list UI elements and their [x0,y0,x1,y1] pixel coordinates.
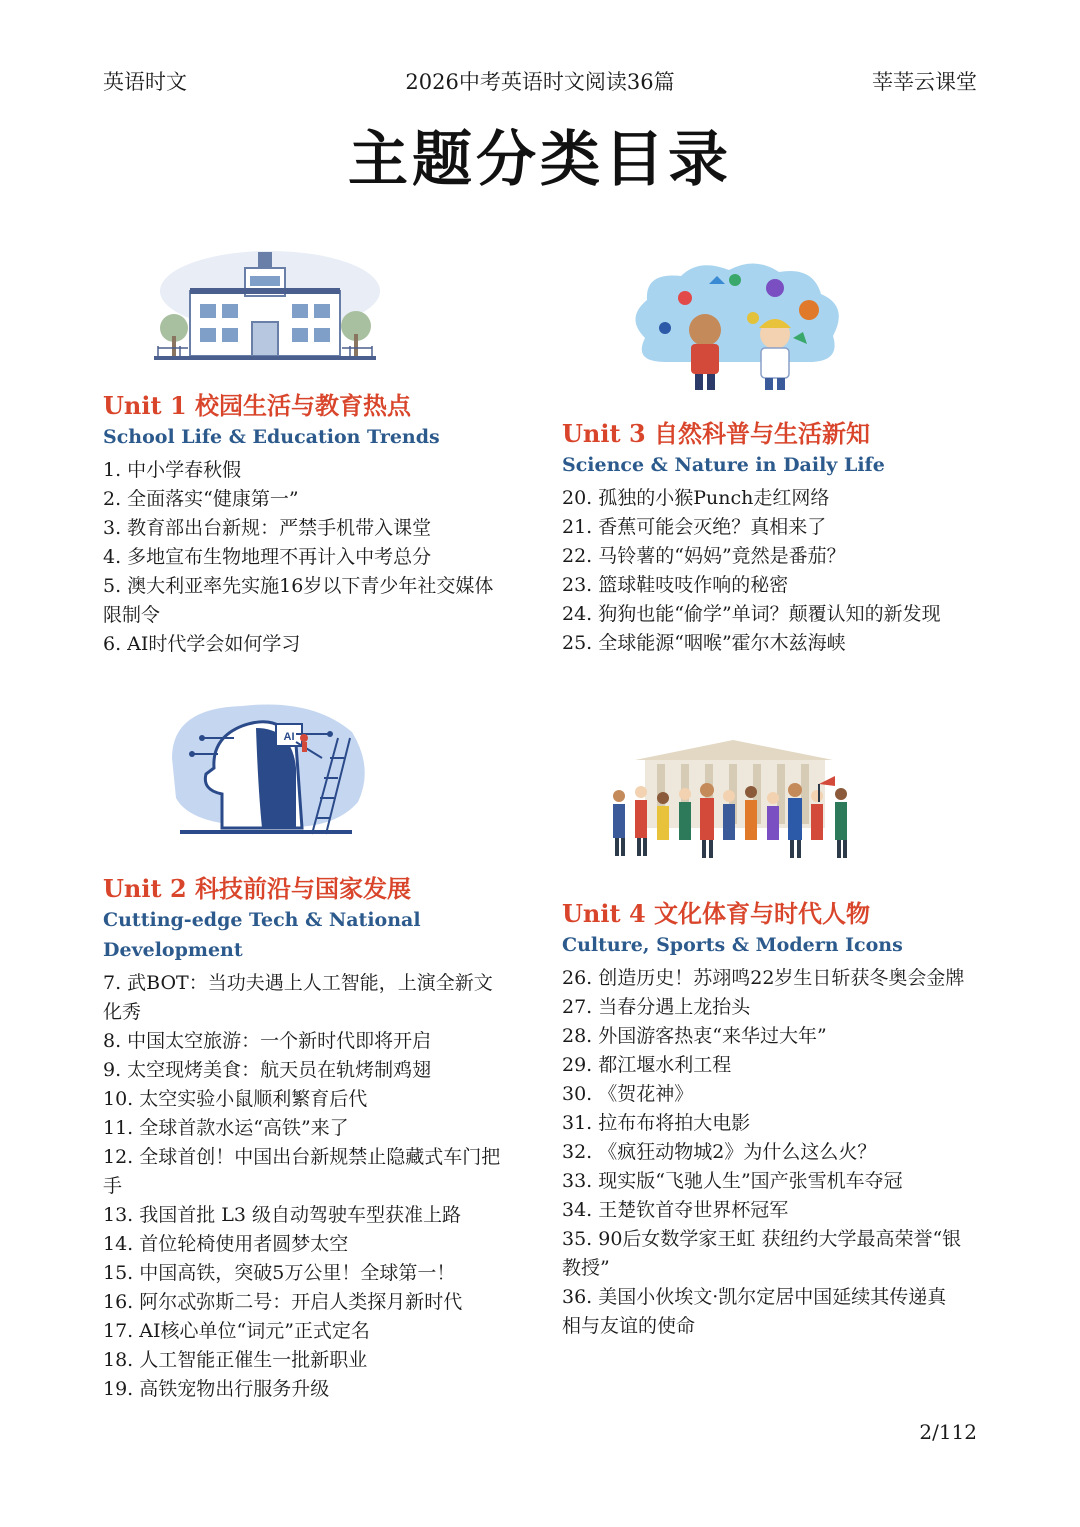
list-item: 31. 拉布布将拍大电影 [562,1112,751,1134]
list-item: 5. 澳大利亚率先实施16岁以下青少年社交媒体 [103,575,494,597]
list-item: 30. 《贺花神》 [562,1083,694,1105]
unit-2-title: Unit 2 科技前沿与国家发展 [103,874,411,903]
list-item: 6. AI时代学会如何学习 [103,633,301,655]
unit-4 [562,898,992,1341]
list-item: 13. 我国首批 L3 级自动驾驶车型获准上路 [103,1204,462,1226]
list-item: 32. 《疯狂动物城2》为什么这么火？ [562,1141,877,1163]
list-item: 10. 太空实验小鼠顺利繁育后代 [103,1088,368,1110]
list-item: 12. 全球首创！中国出台新规禁止隐藏式车门把 [103,1146,501,1168]
list-item: 19. 高铁宠物出行服务升级 [103,1378,330,1400]
list-item: 21. 香蕉可能会灭绝？真相来了 [562,516,827,538]
unit-4-items [562,964,992,1341]
unit-2-items [103,969,533,1404]
list-item: 14. 首位轮椅使用者圆梦太空 [103,1233,349,1255]
list-item: 28. 外国游客热衷“来华过大年” [562,1025,827,1047]
unit-3-items [562,484,992,658]
list-item: 23. 篮球鞋吱吱作响的秘密 [562,574,789,596]
list-item: 2. 全面落实“健康第一” [103,488,299,510]
unit-3-subtitle: Science & Nature in Daily Life [562,454,885,476]
ai-head-icon [162,698,370,838]
list-item: 化秀 [103,1001,142,1023]
unit-1-items [103,456,533,659]
unit-1-title: Unit 1 校园生活与教育热点 [103,391,411,420]
page-title: 主题分类目录 [348,125,732,195]
unit-2-subtitle: Cutting-edge Tech & National Development [103,909,421,961]
list-item: 4. 多地宣布生物地理不再计入中考总分 [103,546,432,568]
list-item: 34. 王楚钦首夺世界杯冠军 [562,1199,789,1221]
list-item: 限制令 [103,604,161,626]
science-kids-icon [625,258,850,393]
page-number: 2/112 [919,1420,977,1444]
unit-4-title: Unit 4 文化体育与时代人物 [562,899,870,928]
list-item: 29. 都江堰水利工程 [562,1054,732,1076]
list-item: 7. 武BOT：当功夫遇上人工智能，上演全新文 [103,972,493,994]
list-item: 9. 太空现烤美食：航天员在轨烤制鸡翅 [103,1059,432,1081]
unit-4-subtitle: Culture, Sports & Modern Icons [562,934,903,956]
list-item: 3. 教育部出台新规：严禁手机带入课堂 [103,517,432,539]
list-item: 35. 90后女数学家王虹 获纽约大学最高荣誉“银 [562,1228,962,1250]
tourists-crowd-icon [605,738,860,868]
unit-3-title: Unit 3 自然科普与生活新知 [562,419,870,448]
unit-1 [103,390,533,659]
list-item: 27. 当春分遇上龙抬头 [562,996,751,1018]
list-item: 24. 狗狗也能“偷学”单词？颠覆认知的新发现 [562,603,941,625]
list-item: 教授” [562,1257,610,1279]
list-item: 25. 全球能源“咽喉”霍尔木兹海峡 [562,632,846,654]
list-item: 26. 创造历史！苏翊鸣22岁生日斩获冬奥会金牌 [562,967,965,989]
list-item: 17. AI核心单位“词元”正式定名 [103,1320,370,1342]
header-left: 英语时文 [103,70,187,94]
list-item: 33. 现实版“飞驰人生”国产张雪机车夺冠 [562,1170,903,1192]
list-item: 18. 人工智能正催生一批新职业 [103,1349,368,1371]
list-item: 手 [103,1175,123,1197]
unit-1-subtitle: School Life & Education Trends [103,426,440,448]
school-building-icon [150,236,380,368]
list-item: 相与友谊的使命 [562,1315,696,1337]
ai-chip-label: AI [283,731,295,743]
list-item: 22. 马铃薯的“妈妈”竟然是番茄？ [562,545,846,567]
header-center: 2026中考英语时文阅读36篇 [405,70,675,94]
unit-2 [103,873,533,1404]
header-right: 莘莘云课堂 [872,70,977,94]
list-item: 11. 全球首款水运“高铁”来了 [103,1117,349,1139]
list-item: 1. 中小学春秋假 [103,459,242,481]
list-item: 8. 中国太空旅游：一个新时代即将开启 [103,1030,432,1052]
list-item: 16. 阿尔忒弥斯二号：开启人类探月新时代 [103,1291,463,1313]
list-item: 20. 孤独的小猴Punch走红网络 [562,487,830,509]
list-item: 15. 中国高铁，突破5万公里！全球第一！ [103,1262,456,1284]
unit-3 [562,418,992,658]
list-item: 36. 美国小伙埃文·凯尔定居中国延续其传递真 [562,1286,947,1308]
